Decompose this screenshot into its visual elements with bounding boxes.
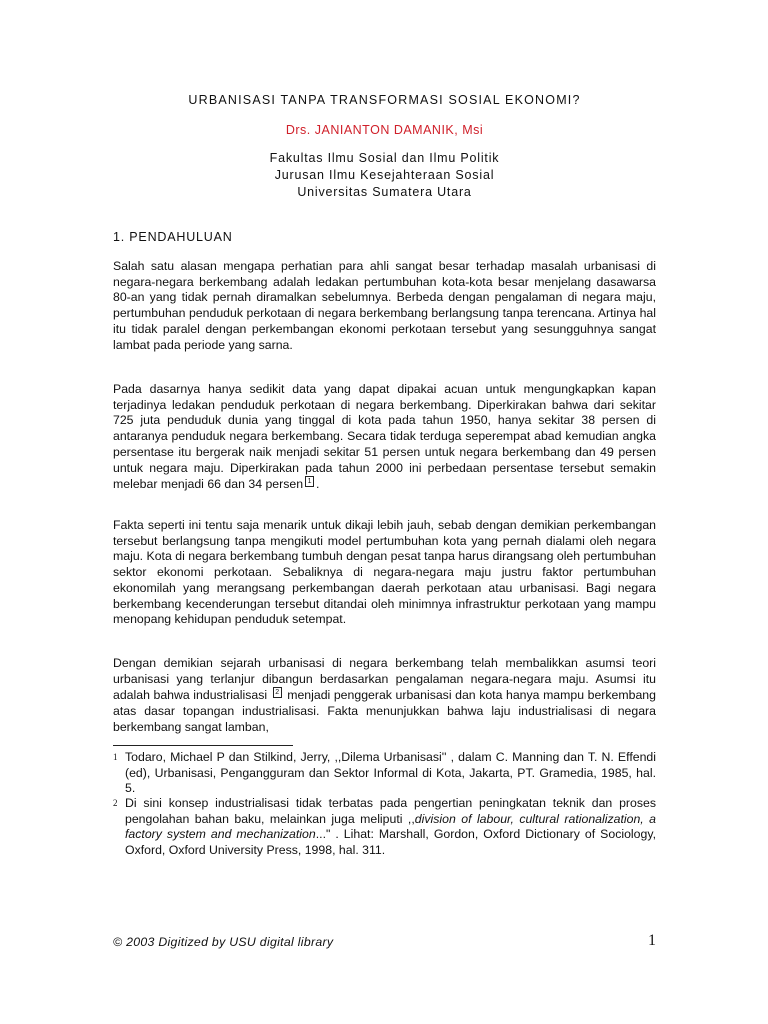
paragraph-text: Pada dasarnya hanya sedikit data yang dapat dipakai acuan untuk mengungkapkan kapan terjadinya ledakan penduduk perkotaan di negara berkembang. Diperkirakan bahwa dari sekitar 725 juta penduduk dunia yang tinggal di kota pada tahun 1950, hanya sekitar 38 persen di antaranya penduduk negara berkembang. Secara tidak terduga seperempat abad kemudian angka persentase itu bergerak naik menjadi sekitar 51 persen untuk negara berkembang dan 49 persen untuk negara maju. Diperkirakan pada tahun 2000 ini perbedaan persentase tersebut semakin melebar menjadi 66 dan 34 persen <box>113 382 656 492</box>
page-number: 1 <box>648 932 656 949</box>
footnote-number: 1 <box>113 752 118 762</box>
affiliation-department: Jurusan Ilmu Kesejahteraan Sosial <box>274 168 495 182</box>
affiliation-faculty: Fakultas Ilmu Sosial dan Ilmu Politik <box>269 151 500 165</box>
paragraph: Fakta seperti ini tentu saja menarik untuk dikaji lebih jauh, sebab dengan demikian perkembangan tersebut berlangsung tanpa mengikuti model pertumbuhan kota yang pernah dialami oleh negara maju. Kota di negara berkembang tumbuh dengan pesat tanpa harus dirangsang oleh pertumbuhan sektor ekonomi perkotaan. Sebaliknya di negara-negara maju justru faktor pertumbuhan ekonomilah yang merangsang perkembangan daerah perkotaan atau urbanisasi. Bagi negara berkembang kecenderungan tersebut ditandai oleh minimnya infrastruktur perkotaan yang mampu menopang kehidupan penduduk setempat. <box>113 518 656 627</box>
footnote-text <box>125 796 656 859</box>
footnote-marker-1[interactable]: 1 <box>305 476 314 487</box>
footnote-marker-2[interactable]: 2 <box>273 687 282 698</box>
footnote-italic-text: division of labour, cultural rationalization, a factory system and mechanization <box>125 811 656 842</box>
paper-title: URBANISASI TANPA TRANSFORMASI SOSIAL EKONOMI? <box>188 93 581 107</box>
paragraph-text: menjadi penggerak urbanisasi dan kota hanya mampu berkembang atas dasar topangan industrialisasi. Fakta menunjukkan bahwa laju industrialisasi di negara berkembang sangat lamban, <box>113 688 656 734</box>
footnote-divider <box>113 745 293 746</box>
paragraph-text: Dengan demikian sejarah urbanisasi di negara berkembang telah membalikkan asumsi teori urbanisasi yang terlanjur dibangun berdasarkan pengalaman negara-negara maju. Asumsi itu adalah bahwa industrialisasi <box>113 656 656 703</box>
footnote-number: 2 <box>113 798 118 808</box>
paragraph: Salah satu alasan mengapa perhatian para ahli sangat besar terhadap masalah urbanisasi di negara-negara berkembang adalah ledakan pertumbuhan kota-kota besar menjelang dasawarsa 80-an yang tidak pernah diramalkan sebelumnya. Berbeda dengan pengalaman di negara maju, pertumbuhan penduduk perkotaan di negara berkembang berlangsung tanpa terencana. Artinya hal itu tidak paralel dengan perkembangan ekonomi perkotaan tersebut yang sesungguhnya sangat lambat pada periode yang sarna. <box>113 259 656 352</box>
paragraph-text: . <box>316 477 320 492</box>
footnote-2 <box>113 796 656 859</box>
affiliation <box>113 150 656 201</box>
paragraph <box>113 656 656 736</box>
author-name: Drs. JANIANTON DAMANIK, Msi <box>285 123 484 137</box>
paragraph <box>113 382 656 493</box>
footer-credit: © 2003 Digitized by USU digital library <box>113 935 334 949</box>
affiliation-university: Universitas Sumatera Utara <box>297 185 472 199</box>
footnote-text: Todaro, Michael P dan Stilkind, Jerry, ,,Dilema Urbanisasi'' , dalam C. Manning dan T. N. Effendi (ed), Urbanisasi, Pengangguram dan Sektor Informal di Kota, Jakarta, PT. Gramedia, 1985, hal. 5. <box>125 750 656 796</box>
footnote-text-part: ..." . Lihat: Marshall, Gordon, Oxford Dictionary of Sociology, Oxford, Oxford University Press, 1998, hal. 311. <box>125 827 656 858</box>
footnote-text-part: Di sini konsep industrialisasi tidak terbatas pada pengertian peningkatan teknik dan proses pengolahan bahan baku, melainkan juga meliputi ,, <box>125 796 656 826</box>
section-heading: 1. PENDAHULUAN <box>113 230 233 244</box>
footnote-1 <box>113 750 656 797</box>
document-page <box>113 0 656 1024</box>
